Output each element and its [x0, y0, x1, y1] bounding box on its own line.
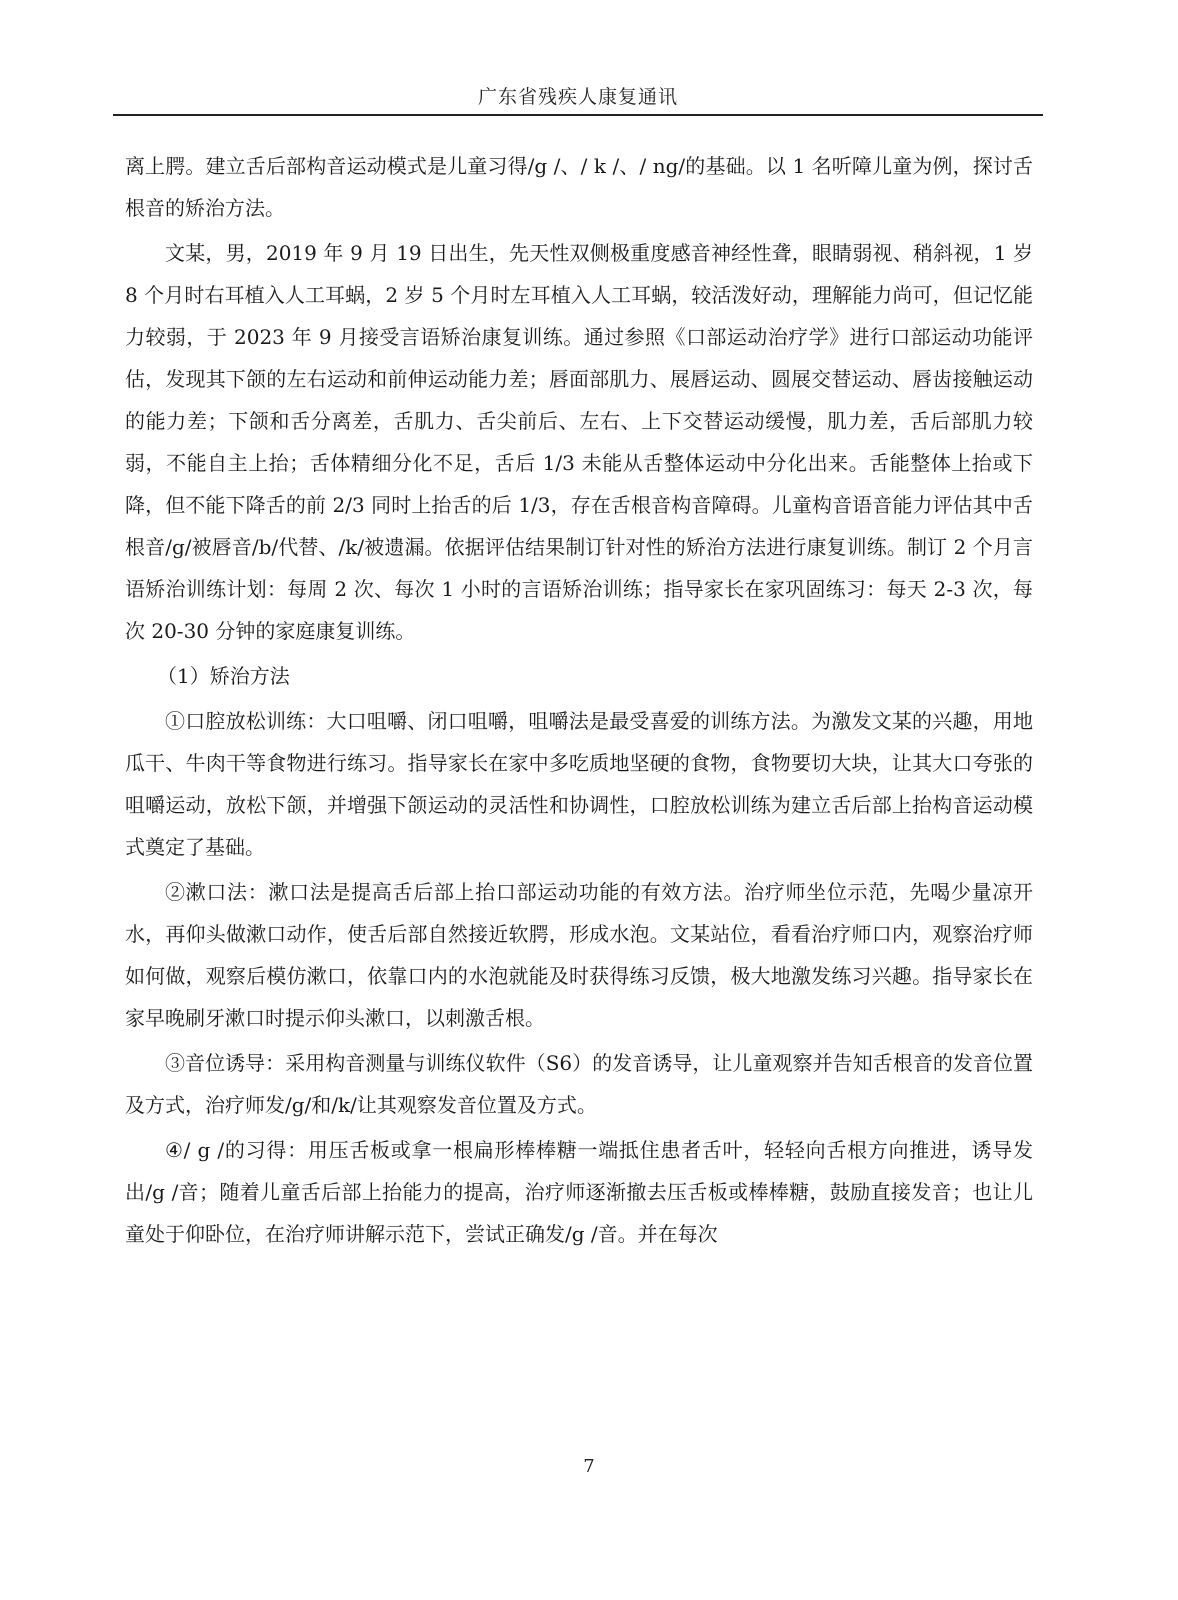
paragraph-mouth-rinse: ②漱口法：漱口法是提高舌后部上抬口部运动功能的有效方法。治疗师坐位示范，先喝少量凉开水，再仰头做漱口动作，使舌后部自然接近软腭，形成水泡。文某站位，看看治疗师口内，观察治疗师如何做，观察后模仿漱口，依靠口内的水泡就能及时获得练习反馈，极大地激发练习兴趣。指导家长在家早晚刷牙漱口时提示仰头漱口，以刺激舌根。: [125, 880, 1033, 1030]
body-text: [125, 145, 1033, 1258]
paragraph-continuation: 离上腭。建立舌后部构音运动模式是儿童习得/g /、/ k /、/ ng/的基础。以 1 名听障儿童为例，探讨舌根音的矫治方法。: [125, 154, 1033, 220]
paragraph-oral-relaxation: ①口腔放松训练：大口咀嚼、闭口咀嚼，咀嚼法是最受喜爱的训练方法。为激发文某的兴趣，用地瓜干、牛肉干等食物进行练习。指导家长在家中多吃质地坚硬的食物，食物要切大块，让其大口夸张的咀嚼运动，放松下颌，并增强下颌运动的灵活性和协调性，口腔放松训练为建立舌后部上抬构音运动模式奠定了基础。: [125, 709, 1033, 859]
paragraph-phoneme-induction: ③音位诱导：采用构音测量与训练仪软件（S6）的发音诱导，让儿童观察并告知舌根音的发音位置及方式，治疗师发/g/和/k/让其观察发音位置及方式。: [125, 1051, 1033, 1117]
page-number: 7: [583, 1456, 595, 1477]
running-header: 广东省残疾人康复通讯: [477, 86, 678, 108]
section-heading: （1）矫治方法: [157, 664, 290, 688]
header-divider: [113, 114, 1043, 116]
paragraph-case-description: 文某，男，2019 年 9 月 19 日出生，先天性双侧极重度感音神经性聋，眼睛弱视、稍斜视，1 岁 8 个月时右耳植入人工耳蜗，2 岁 5 个月时左耳植入人工耳蜗，较活泼好动，理解能力尚可，但记忆能力较弱，于 2023 年 9 月接受言语矫治康复训练。通过参照《口部运动治疗学》进行口部运动功能评估，发现其下颌的左右运动和前伸运动能力差；唇面部肌力、展唇运动、圆展交替运动、唇齿接触运动的能力差；下颌和舌分离差，舌肌力、舌尖前后、左右、上下交替运动缓慢，肌力差，舌后部肌力较弱，不能自主上抬；舌体精细分化不足，舌后 1/3 未能从舌整体运动中分化出来。舌能整体上抬或下降，但不能下降舌的前 2/3 同时上抬舌的后 1/3，存在舌根音构音障碍。儿童构音语音能力评估其中舌根音/g/被唇音/b/代替、/k/被遗漏。依据评估结果制订针对性的矫治方法进行康复训练。制订 2 个月言语矫治训练计划：每周 2 次、每次 1 小时的言语矫治训练；指导家长在家巩固练习：每天 2-3 次，每次 20-30 分钟的家庭康复训练。: [125, 241, 1033, 643]
paragraph-g-acquisition: ④/ g /的习得：用压舌板或拿一根扁形棒棒糖一端抵住患者舌叶，轻轻向舌根方向推进，诱导发出/g /音；随着儿童舌后部上抬能力的提高，治疗师逐渐撤去压舌板或棒棒糖，鼓励直接发音；也让儿童处于仰卧位，在治疗师讲解示范下，尝试正确发/g /音。并在每次: [125, 1138, 1033, 1246]
